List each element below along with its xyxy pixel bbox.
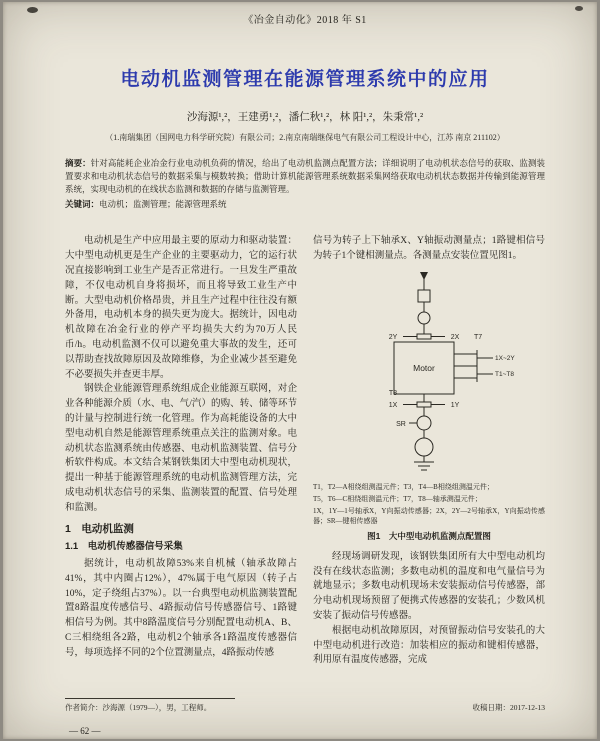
figure1-legend-line: T1，T2—A相绕组测温元件；T3，T4—B相绕组测温元件； [313, 482, 494, 491]
keywords-text: 电动机；监测管理；能源管理系统 [99, 199, 227, 210]
body-paragraph-continued: 信号为转子上下轴承X、Y轴振动测量点；1路键相信号为转子1个键相测量点。各测量点安装位置见图1。 [313, 236, 545, 262]
label-bus-vibration: 1X~2Y [495, 354, 515, 362]
body-paragraph: 据统计，电动机故障53%来自机械（轴承故障占41%，其中内圈占12%），47%属于电气原因（转子占10%，定子绕组占37%）。以一台典型电动机监测装置配置8路温度传感信号、4路振动信号传感器信号、1路键相信号为例。其中8路温度信号分别配置电动机A、B、C三相绕组各2路，电动机2个轴承各1路温度传感器信号，每项选择不同的2个位置测量点，4路振动传感 [65, 558, 297, 658]
figure1-legend-line: 1X，1Y—1号轴承X，Y向振动传感器；2X，2Y—2号轴承X，Y向振动传感器；SR—键相传感器 [313, 507, 545, 526]
abstract-block [65, 157, 545, 195]
body-paragraph: 根据电动机故障原因，对预留振动信号安装孔的大中型电动机进行改造：加装相应的振动和键相传感器，利用原有温度传感器，完成 [313, 625, 545, 666]
upper-bearing [417, 334, 431, 339]
scan-artifact-icon [27, 7, 38, 13]
affiliation-line: （1.南瑞集团（国网电力科学研究院）有限公司；2.南京南瑞继保电气有限公司工程设计中心，江苏 南京 211102） [105, 133, 505, 142]
abstract-label: 摘要： [65, 158, 91, 168]
current-transformer-icon [418, 312, 430, 324]
label-1y: 1Y [450, 401, 460, 409]
abstract-text: 针对高能耗企业冶金行业电动机负荷的情况，给出了电动机监测点配置方法；详细说明了电动机状态信号的获取、监测装置要求和电动机状态信号的数据采集与模数转换；借助计算机能源管理系统数据采集网络获取电动机状态数据并传输到能源管理系统，实现电动机的在线状态监测和数据的存储与监测管理。 [65, 158, 545, 194]
label-1x: 1X [388, 401, 398, 409]
body-paragraph: 经现场调研发现，该钢铁集团所有大中型电动机均没有在线状态监测；多数电动机的温度和电气量信号为就地显示；多数电动机现场未安装振动信号传感器，部分电动机现场预留了便携式传感器的安装孔；少数风机安装了振动信号传感器。 [313, 551, 545, 621]
label-2y: 2Y [388, 333, 398, 341]
paper-title: 电动机监测管理在能源管理系统中的应用 [120, 69, 490, 90]
wiring [394, 272, 493, 470]
label-bus-temperature: T1~T8 [495, 370, 514, 378]
figure1 [313, 268, 545, 544]
received-date: 收稿日期：2017-12-13 [472, 703, 545, 712]
figure1-diagram [329, 268, 529, 480]
paper-page [3, 2, 597, 739]
label-t8: T8 [388, 389, 398, 397]
author-bio: 作者简介：沙海源（1979—），男，工程师。 [65, 703, 212, 712]
scan-artifact-icon [575, 6, 583, 11]
figure1-legend-line: T5，T6—C相绕组测温元件；T7，T8—轴承测温元件； [313, 495, 482, 504]
keyphase-sensor-icon [417, 416, 431, 430]
label-sr: SR [396, 420, 406, 428]
left-column [65, 234, 297, 668]
section-heading-1: 1 电动机监测 [65, 522, 134, 535]
label-t7: T7 [474, 333, 483, 341]
footnote [65, 702, 545, 713]
page-number: — 62 — [69, 726, 101, 736]
right-column [313, 234, 545, 668]
section-heading-1-1: 1.1 电动机传感器信号采集 [65, 541, 183, 553]
figure1-caption: 图1 大中型电动机监测点配置图 [367, 531, 491, 542]
footnote-divider [65, 698, 235, 699]
body-paragraph: 电动机是生产中应用最主要的原动力和驱动装置：大中型电动机更是生产企业的主要驱动力，它的运行状况直接影响到工业生产是否正常进行。一旦发生严重故障，不仅电动机自身将损坏，而且将导致工业生产中断。大型电动机价格昂贵，并且生产过程中往往没有额外备用，电动机本身的损失更为庞大。据统计，因电动机故障在冶金行业的停产平均损失大约为70万人民币/h。电动机监测不仅可以避免重大事故的发生，还可以帮助查找故障原因及故障维修，为企业减少甚至避免不必要损失并查更丰厚。 [65, 236, 297, 380]
label-motor: Motor [413, 362, 435, 373]
keywords-block [65, 198, 545, 210]
ground-icon [414, 462, 434, 470]
keywords-label: 关键词： [65, 199, 100, 210]
breaker-box [418, 290, 430, 302]
lower-bearing [417, 402, 431, 407]
body-paragraph: 钢铁企业能源管理系统组成企业能源互联网，对企业各种能源介质（水、电、气/汽）的购、转、储等环节的计量与控制进行统一化管理。作为高耗能设备的大中型电动机自然是能源管理系统重点关注的监测对象。电动机状态监测系统由传感器、电动机监测装置、信号分析软件构成。本文结合某钢铁集团大中型电动机现状，提出一种基于能源管理系统的电动机监测管理方法，完成电动机状态信号的采集、监测装置的配置、信号处理和监测。 [65, 384, 297, 513]
two-column-body [65, 234, 545, 668]
page-content [65, 11, 545, 668]
authors-line: 沙海源¹,²，王建勇¹,²，潘仁秋¹,²，林 阳¹,²，朱秉常¹,² [186, 112, 424, 123]
label-2x: 2X [450, 333, 460, 341]
driven-machine-icon [415, 438, 433, 456]
journal-header: 《冶金自动化》2018 年 S1 [243, 15, 367, 26]
